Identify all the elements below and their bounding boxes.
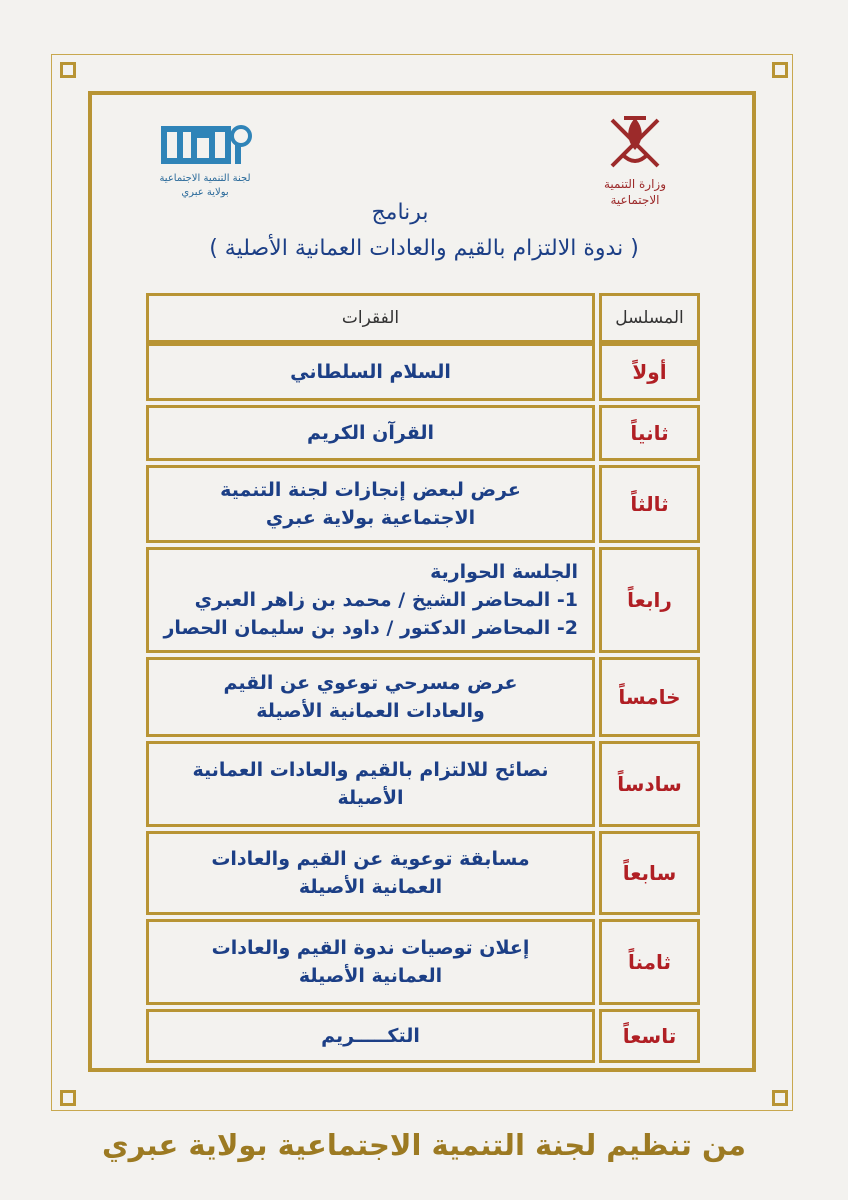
items-header — [146, 293, 595, 343]
serial-label: ثالثاً — [630, 492, 669, 516]
serial-header-label: المسلسل — [615, 308, 684, 328]
program-item — [146, 343, 595, 401]
item-text: القرآن الكريم — [306, 422, 435, 444]
serial-cell — [599, 405, 700, 461]
program-item — [146, 1009, 595, 1063]
serial-cell — [599, 657, 700, 737]
corner-ornament — [772, 62, 788, 78]
item-text: الجلسة الحوارية 1- المحاضر الشيخ / محمد بن زاهر العبري 2- المحاضر الدكتور / داود بن سليمان الحصار — [163, 561, 578, 639]
corner-ornament — [60, 62, 76, 78]
serial-label: رابعاً — [627, 588, 672, 612]
program-item — [146, 657, 595, 737]
item-text: مسابقة توعوية عن القيم والعادات العمانية الأصيلة — [211, 848, 530, 898]
committee-location: بولاية عبري — [181, 187, 229, 198]
item-text: إعلان توصيات ندوة القيم والعادات العمانية الأصيلة — [211, 937, 530, 987]
program-heading: برنامج — [371, 200, 429, 225]
committee-logo-icon — [155, 118, 255, 168]
program-item — [146, 405, 595, 461]
program-item — [146, 465, 595, 543]
committee-logo — [140, 118, 270, 208]
item-text: عرض لبعض إنجازات لجنة التنمية الاجتماعية بولاية عبري — [220, 479, 521, 529]
item-text: عرض مسرحي توعوي عن القيم والعادات العمانية الأصيلة — [223, 672, 518, 722]
item-text: نصائح للالتزام بالقيم والعادات العمانية الأصيلة — [192, 759, 549, 809]
serial-cell — [599, 831, 700, 915]
program-item — [146, 831, 595, 915]
serial-label: خامساً — [618, 685, 681, 709]
serial-label: أولاً — [632, 360, 667, 384]
serial-label: ثامناً — [627, 950, 672, 974]
items-header-label: الفقرات — [341, 308, 400, 328]
program-item — [146, 547, 595, 653]
serial-label: ثانياً — [630, 421, 669, 445]
program-title: ( ندوة الالتزام بالقيم والعادات العمانية الأصلية ) — [209, 236, 639, 261]
serial-cell — [599, 919, 700, 1005]
corner-ornament — [60, 1090, 76, 1106]
serial-label: سابعاً — [622, 861, 677, 885]
serial-cell — [599, 1009, 700, 1063]
oman-emblem-icon — [600, 110, 670, 172]
program-item — [146, 919, 595, 1005]
ministry-name: وزارة التنمية الاجتماعية — [603, 177, 667, 207]
item-text: التكـــــريم — [321, 1025, 420, 1047]
committee-name: لجنة التنمية الاجتماعية — [159, 173, 251, 184]
corner-ornament — [772, 1090, 788, 1106]
item-text: السلام السلطاني — [290, 361, 451, 383]
serial-header — [599, 293, 700, 343]
program-item — [146, 741, 595, 827]
serial-cell — [599, 547, 700, 653]
organizer-footer: من تنظيم لجنة التنمية الاجتماعية بولاية عبري — [101, 1128, 747, 1162]
serial-label: تاسعاً — [622, 1024, 677, 1048]
ministry-logo — [585, 110, 685, 205]
serial-cell — [599, 741, 700, 827]
serial-cell — [599, 343, 700, 401]
serial-cell — [599, 465, 700, 543]
serial-label: سادساً — [617, 772, 682, 796]
